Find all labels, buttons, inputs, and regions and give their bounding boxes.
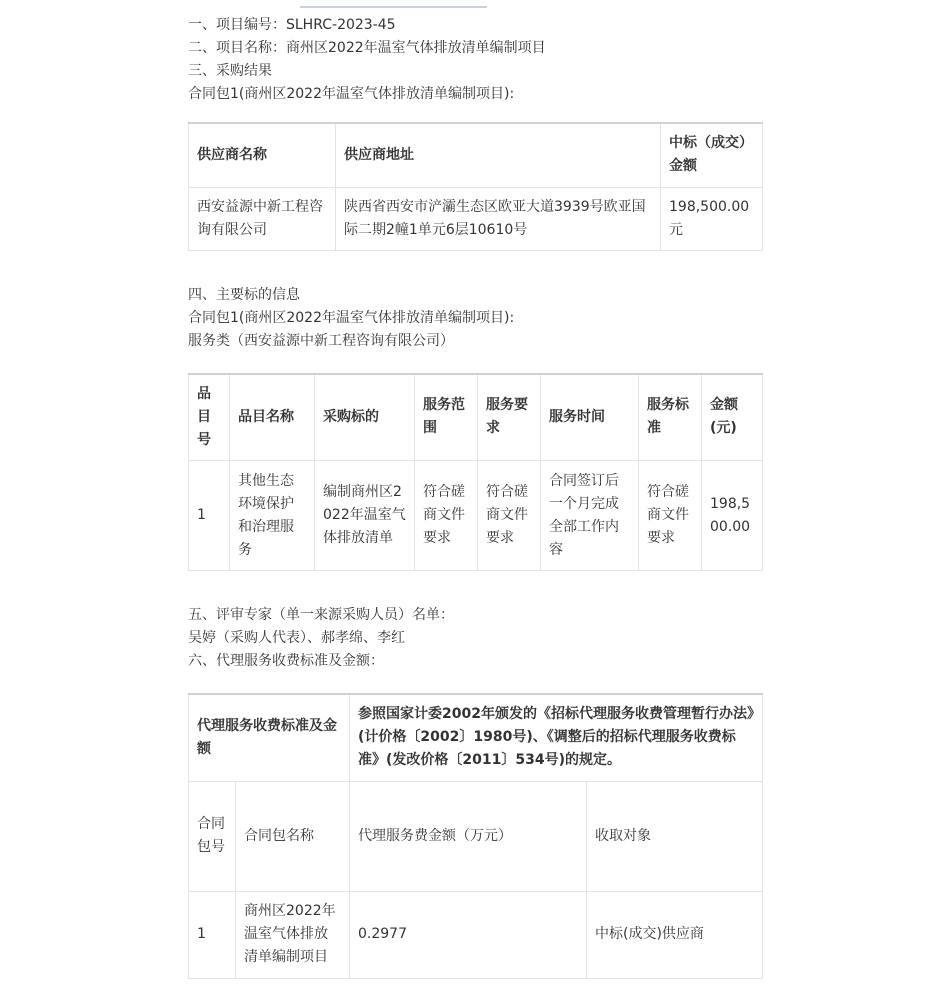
header-cell: 金额(元) xyxy=(702,374,763,461)
top-divider xyxy=(300,6,487,8)
service-time: 合同签订后一个月完成全部工作内容 xyxy=(541,461,639,571)
item-name: 其他生态环境保护和治理服务 xyxy=(230,461,315,571)
result-table xyxy=(188,122,763,251)
bid-amount: 198,500.00元 xyxy=(661,187,763,250)
supplier-name: 西安益源中新工程咨询有限公司 xyxy=(189,187,336,250)
header-cell: 服务标准 xyxy=(639,374,702,461)
header-cell: 合同包号 xyxy=(189,781,236,891)
service-standard: 符合磋商文件要求 xyxy=(639,461,702,571)
procurement-subject: 编制商州区2022年温室气体排放清单 xyxy=(315,461,415,571)
header-cell: 服务时间 xyxy=(541,374,639,461)
package-title: 合同包1(商州区2022年温室气体排放清单编制项目): xyxy=(188,86,515,102)
announcement-body xyxy=(188,14,762,979)
header-cell: 采购标的 xyxy=(315,374,415,461)
service-scope: 符合磋商文件要求 xyxy=(415,461,478,571)
header-cell: 收取对象 xyxy=(587,781,763,891)
fee-table xyxy=(188,693,763,979)
fee-standard-text: 参照国家计委2002年颁发的《招标代理服务收费管理暂行办法》(计价格〔2002〕1980号)、《调整后的招标代理服务收费标准》(发改价格〔2011〕534号)的规定。 xyxy=(350,694,763,781)
header-cell: 中标（成交）金额 xyxy=(661,123,763,187)
project-code: 一、项目编号：SLHRC-2023-45 xyxy=(188,17,396,33)
fee-standard-label: 代理服务收费标准及金额 xyxy=(189,694,350,781)
table-row xyxy=(189,461,763,571)
header-cell: 合同包名称 xyxy=(236,781,350,891)
header-cell: 品目号 xyxy=(189,374,230,461)
header-cell: 供应商地址 xyxy=(336,123,661,187)
section4-package-title: 合同包1(商州区2022年温室气体排放清单编制项目): xyxy=(188,309,515,326)
item-amount: 198,500.00 xyxy=(702,461,763,571)
section4-heading: 四、主要标的信息 xyxy=(188,286,300,303)
header-cell: 品目名称 xyxy=(230,374,315,461)
fee-standard-row xyxy=(189,694,763,781)
fee-payer: 中标(成交)供应商 xyxy=(587,891,763,978)
header-cell: 代理服务费金额（万元） xyxy=(350,781,587,891)
service-requirement: 符合磋商文件要求 xyxy=(478,461,541,571)
table-header-row xyxy=(189,781,763,891)
package-name: 商州区2022年温室气体排放清单编制项目 xyxy=(236,891,350,978)
agency-fee: 0.2977 xyxy=(350,891,587,978)
item-number: 1 xyxy=(189,461,230,571)
package-number: 1 xyxy=(189,891,236,978)
result-heading: 三、采购结果 xyxy=(188,63,272,79)
section6-heading: 六、代理服务收费标准及金额： xyxy=(188,653,384,669)
table-header-row xyxy=(189,374,763,461)
supplier-address: 陕西省西安市浐灞生态区欧亚大道3939号欧亚国际二期2幢1单元6层10610号 xyxy=(336,187,661,250)
table-header-row xyxy=(189,123,763,187)
expert-list: 吴婷（采购人代表）、郝孝绵、李红 xyxy=(188,630,405,646)
header-cell: 服务要求 xyxy=(478,374,541,461)
project-name: 二、项目名称：商州区2022年温室气体排放清单编制项目 xyxy=(188,40,546,56)
table-row xyxy=(189,187,763,250)
section4-category: 服务类（西安益源中新工程咨询有限公司） xyxy=(188,332,454,349)
header-cell: 服务范围 xyxy=(415,374,478,461)
header-cell: 供应商名称 xyxy=(189,123,336,187)
section5-heading: 五、评审专家（单一来源采购人员）名单： xyxy=(188,607,454,623)
items-table xyxy=(188,373,763,572)
table-row xyxy=(189,891,763,978)
